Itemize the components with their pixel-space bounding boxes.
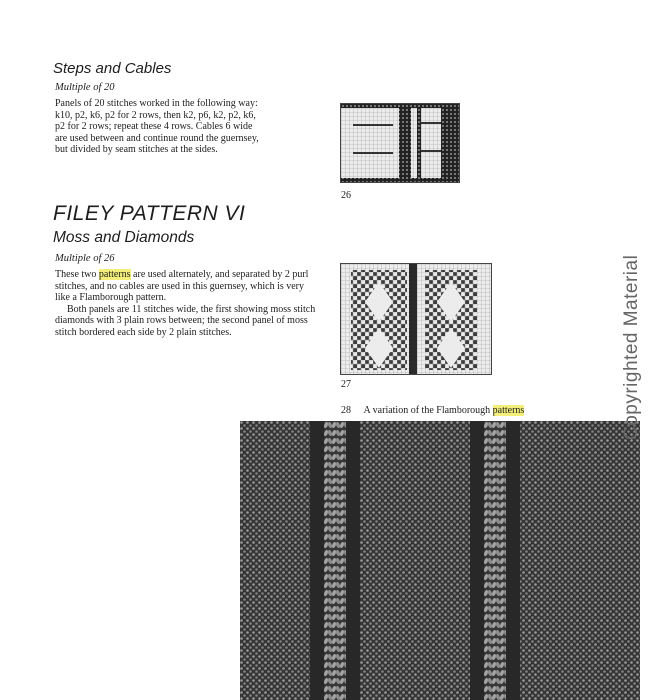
stitch-chart-26 <box>340 103 460 183</box>
section-title-steps-and-cables: Steps and Cables <box>53 60 172 77</box>
figure-number-27: 27 <box>341 379 351 390</box>
section-title-filey-pattern: FILEY PATTERN VI <box>53 202 246 225</box>
paragraph-one: These two patterns are used alternately, and separated by 2 purl stitches, and no cables are used in this guernsey, which is very like a Flamborough pattern. <box>55 269 309 303</box>
description-line: are used between and continue round the guernsey, <box>55 132 259 144</box>
section-multiple: Multiple of 20 <box>55 82 115 93</box>
section-subtitle-moss-and-diamonds: Moss and Diamonds <box>53 229 195 246</box>
section-description <box>55 98 320 156</box>
paragraph-two: Both panels are 11 stitches wide, the first showing moss stitch diamonds with 3 plain rows between; the second panel of moss stitch bordered each side by 2 plain stitches. <box>55 303 316 338</box>
knitted-fabric-photo <box>240 421 640 700</box>
figure-number-26: 26 <box>341 190 351 201</box>
figure-number-28: 28 <box>341 405 351 416</box>
highlighted-word: patterns <box>492 405 525 416</box>
figure-caption-28: 28 A variation of the Flamborough patterns <box>341 405 525 416</box>
section-multiple: Multiple of 26 <box>55 253 115 264</box>
copyright-watermark: Copyrighted Material <box>621 254 642 440</box>
section-description <box>55 269 317 338</box>
description-line: p2 for 2 rows; repeat these 4 rows. Cables 6 wide <box>55 121 253 132</box>
description-line: Panels of 20 stitches worked in the following way: <box>55 98 258 109</box>
stitch-chart-27 <box>340 263 492 375</box>
highlighted-word: patterns <box>98 269 131 280</box>
description-line: but divided by seam stitches at the sides. <box>55 144 218 155</box>
description-line: k10, p2, k6, p2 for 2 rows, then k2, p6, k2, p2, k6, <box>55 109 256 121</box>
